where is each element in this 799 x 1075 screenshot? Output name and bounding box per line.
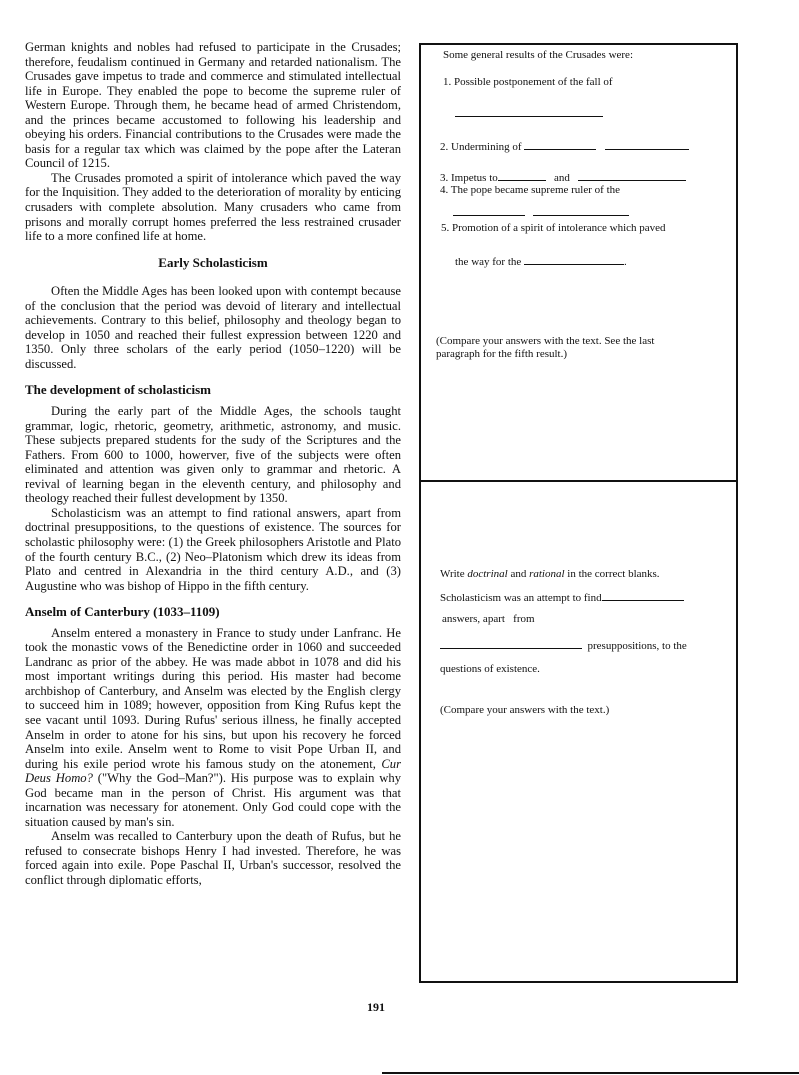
paragraph: Anselm was recalled to Canterbury upon the death of Rufus, but he refused to consecrate bishops Henry I had invested. Therefore, he was forced again into exile. Pope Paschal II, Urban's successor, resolved the conflict through diplomatic efforts,	[25, 829, 401, 887]
item-text: and	[554, 172, 570, 184]
exercise-line: questions of existence.	[440, 663, 540, 675]
blank-3a[interactable]	[498, 171, 546, 181]
text-column	[25, 40, 401, 888]
blank-2a[interactable]	[524, 140, 596, 150]
subsection-heading: The development of scholasticism	[25, 382, 211, 398]
blank-5[interactable]	[524, 255, 624, 265]
subsection-heading: Anselm of Canterbury (1033–1109)	[25, 604, 220, 620]
instruction-text: and	[507, 568, 530, 580]
blank-rational[interactable]	[602, 591, 684, 601]
item-text: the way for the	[455, 256, 522, 268]
paragraph-text: ("Why the God–Man?"). His purpose was to explain why God became man in the person of Christ. His argument was that incarnation was necessary for atonement. Only God could cope with the situation caused by man's sin.	[25, 771, 401, 829]
instruction-text: in the correct blanks.	[564, 568, 660, 580]
exercise-box	[419, 43, 738, 983]
item-text: 3. Impetus to	[440, 172, 498, 184]
blank-2b[interactable]	[605, 140, 689, 150]
blank-1[interactable]	[455, 107, 603, 121]
paragraph: Often the Middle Ages has been looked upon with contempt because of the conclusion that the period was devoid of literary and intellectual achievements. Contrary to this belief, philosophy and theology began to develop in 1050 and reached their fullest expression between 1220 and 1350. Only three scholars of the early period (1050–1220) will be discussed.	[25, 284, 401, 371]
exercise-line: answers, apart from	[442, 613, 535, 625]
page-number: 191	[367, 1000, 385, 1014]
exercise-intro: Some general results of the Crusades were:	[443, 49, 633, 61]
paragraph: During the early part of the Middle Ages, the schools taught grammar, logic, rhetoric, geometry, arithmetic, astronomy, and music. These subjects prepared students for the sudy of the Scriptures and the Fathers. From 600 to 1000, howerver, five of the subjects were often eliminated and attention was given only to grammar and rhetoric. A revival of learning began in the eleventh century, and philosophy and theology reached their fullest development by 1350.	[25, 404, 401, 506]
exercise-item-5-cont: the way for the .	[455, 256, 627, 268]
line-text: presuppositions, to the	[587, 640, 687, 652]
exercise-item-1: 1. Possible postponement of the fall of	[443, 76, 613, 88]
answer-note: (Compare your answers with the text.)	[440, 704, 610, 716]
exercise-item-3	[440, 171, 686, 185]
item-text: 2. Undermining of	[440, 141, 522, 153]
exercise-item-4: 4. The pope became supreme ruler of the	[440, 184, 621, 196]
exercise-item-2	[440, 140, 689, 154]
paragraph: German knights and nobles had refused to participate in the Crusades; therefore, feudalism continued in Germany and retarded nationalism. The Crusades gave impetus to trade and commerce and stimulated intellectual life in Europe. They enabled the pope to become the supreme ruler of Western Europe. Through them, he became head of armed Christendom, and the princes became accustomed to following his leadership and obeying his orders. Financial contributions to the Crusades were made the basis for a regular tax which was claimed by the pope after the Lateran Council of 1215.	[25, 40, 401, 171]
line-text: Scholasticism was an attempt to find	[440, 592, 602, 604]
section-heading: Early Scholasticism	[158, 254, 268, 270]
instruction-text: Write	[440, 568, 468, 580]
answer-note: paragraph for the fifth result.)	[436, 348, 568, 360]
exercise-line	[440, 639, 687, 653]
term-doctrinal: doctrinal	[467, 568, 508, 580]
box-divider	[421, 480, 736, 482]
book-title: Cur Deus Homo?	[25, 756, 401, 786]
paragraph: The Crusades promoted a spirit of intolerance which paved the way for the Inquisition. They added to the deterioration of morality by enticing crusaders with complete absolution. Many crusaders who came from prisons and morally corrupt homes preferred the less restrained crusader life to a more confined life at home.	[25, 170, 401, 244]
paragraph	[25, 626, 401, 830]
blank-3b[interactable]	[578, 171, 686, 181]
bottom-rule	[382, 1072, 799, 1074]
exercise-item-5: 5. Promotion of a spirit of intolerance which paved	[441, 222, 666, 234]
exercise-line	[440, 591, 684, 605]
blank-doctrinal[interactable]	[440, 639, 582, 649]
blank-4[interactable]	[453, 206, 629, 220]
term-rational: rational	[529, 568, 565, 580]
paragraph: Scholasticism was an attempt to find rational answers, apart from doctrinal presuppositions, to the questions of existence. The sources for scholastic philosophy were: (1) the Greek philosophers Aristotle and Plato of the fourth century B.C., (2) Neo–Platonism which drew its ideas from Plato and centred in Alexandria in the third century A.D., and (3) Augustine who was bishop of Hippo in the fifth century.	[25, 505, 401, 593]
instruction	[440, 568, 660, 581]
paragraph-text: Anselm entered a monastery in France to study under Lanfranc. He took the monastic vows of the Benedictine order in 1060 and succeeded Landranc as prior of the abbey. He was made abbot in 1078 and did his most important writings during this period. His master had become archbishop of Canterbury, and Anselm was elected by the English clergy to succeed him in 1089; however, opposition from King Rufus kept the see vacant until 1093. During Rufus' serious illness, he finally accepted Anselm in order to atone for his sins, but upon his recovery he forced Anselm into exile. Anselm went to Rome to visit Pope Urban II, and during his exile period wrote his famous study on the atonement,	[25, 625, 401, 771]
answer-note: (Compare your answers with the text. See the last	[436, 335, 655, 347]
